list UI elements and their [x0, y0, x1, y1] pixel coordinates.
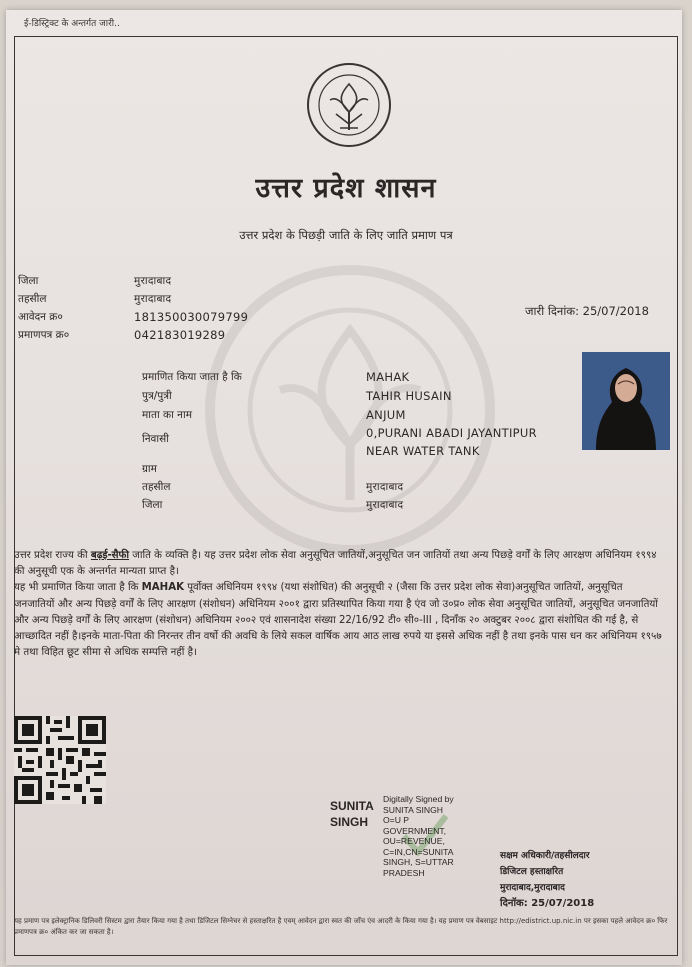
signature-line: SINGH, S=UTTAR	[383, 857, 454, 867]
authority-designation: सक्षम अधिकारी/तहसीलदार	[500, 851, 590, 861]
address-line-2: NEAR WATER TANK	[366, 444, 480, 458]
certificate-no-value: 042183019289	[134, 328, 226, 342]
father-name: TAHIR HUSAIN	[366, 389, 452, 403]
signature-line: Digitally Signed by	[383, 794, 454, 804]
issue-date: जारी दिनांक: 25/07/2018	[525, 304, 649, 318]
application-no-label: आवेदन क्र०	[18, 311, 63, 323]
certificate-no-label: प्रमाणपत्र क्र०	[18, 329, 70, 341]
body-text: यह भी प्रमाणित किया जाता है कि	[14, 582, 142, 594]
body-paragraph-1	[14, 548, 664, 580]
signature-line: PRADESH	[383, 867, 425, 878]
certificate-body	[14, 548, 664, 661]
signer-first-name: SUNITA	[330, 799, 374, 813]
signature-line: C=IN,CN=SUNITA	[383, 846, 454, 857]
body-text: जाति के व्यक्ति है। यह उत्तर प्रदेश लोक सेवा अनुसूचित जातियों,अनुसूचित जन जातियों तथा अन्य पिछड़े वर्गों के लिए आरक्षण अधिनियम १९९४ की अनुसूची एक के अन्तर्गत मान्यता प्राप्त है।	[14, 550, 657, 578]
signer-name	[330, 798, 374, 830]
person-silhouette-icon	[582, 352, 670, 450]
mother-name-label: माता का नाम	[142, 409, 192, 421]
village-label: ग्राम	[142, 463, 157, 475]
body-text: पूर्वोक्त अधिनियम १९९४ (यथा संशोधित) की अनुसूची २ (जैसा कि उत्तर प्रदेश लोक सेवा)अनुसूचित जातियों, अनुसूचित जनजातियों और अन्य पिछड़े वर्गों के लिए आरक्षण (संशोधन) अधिनियम २००१ द्वारा प्रतिस्थापित किया गया है एंव जो उ०प्र० लोक सेवा अनुसूचित जातियों, अनुसूचित जनजातियों और अन्य पिछड़े वर्गों के लिए आरक्षण (संशोधन) अधिनियम २००२ एवं शासनादेश संख्या 22/16/92 टी० सी०-III , दिनाँक २० अक्टुबर २००८ द्वारा संशोधित की गई है, से आच्छादित नहीं है।इनके माता-पिता की निरन्तर तीन वर्षो की अवधि के लिये सकल वार्षिक आय आठ लाख रुपये या इससे अधिक नहीं है तथा इनके पास धन कर अधिनियम १९५७ मे तथा विहित छूट सीमा से अधिक सम्पत्ति नहीं है।	[14, 582, 662, 659]
application-no-value: 181350030079799	[134, 310, 249, 324]
watermark-emblem	[200, 260, 500, 560]
resident-label: निवासी	[142, 433, 169, 445]
digital-signature-block	[383, 794, 493, 878]
signature-line: GOVERNMENT,	[383, 825, 447, 836]
authority-date: दिनॉक: 25/07/2018	[500, 898, 595, 909]
tehsil-label: तहसील	[18, 293, 47, 305]
address-line-1: 0,PURANI ABADI JAYANTIPUR	[366, 426, 537, 440]
issuing-authority	[500, 848, 594, 912]
body-paragraph-2	[14, 580, 664, 661]
tehsil-value-2: मुरादाबाद	[366, 481, 404, 493]
footer-note: यह प्रमाण पत्र इलेक्ट्रानिक डिलिवरी सिस्टम द्वारा तैयार किया गया है तथा डिजिटल सिग्नेचर से हस्ताक्षरित है एवम् आवेदन द्वारा स्वत की जाँच एंव आदरी के किया गया है। यह प्रमाण पत्र वेबसाइट http://edistrict.up.nic.in पर इसका पहले आवेदन क्र० फिर प्रमाणपत्र क्र० अंकित कर जा सकता है।	[14, 917, 668, 936]
signature-line: O=U P	[383, 815, 410, 825]
district-value: मुरादाबाद	[134, 275, 172, 287]
authority-digital-signed: डिजिटल हस्ताक्षरित	[500, 867, 564, 877]
signature-line: OU=REVENUE,	[383, 836, 445, 846]
district-label: जिला	[18, 275, 39, 287]
up-emblem	[306, 62, 392, 148]
mother-name: ANJUM	[366, 408, 406, 422]
body-applicant-name: MAHAK	[141, 582, 184, 594]
son-daughter-of-label: पुत्र/पुत्री	[142, 390, 172, 402]
certified-label: प्रमाणित किया जाता है कि	[142, 371, 242, 383]
body-text: उत्तर प्रदेश राज्य की	[14, 550, 91, 561]
authority-location: मुरादाबाद,मुरादाबाद	[500, 883, 565, 893]
certificate-title: उत्तर प्रदेश के पिछड़ी जाति के लिए जाति प्रमाण पत्र	[239, 228, 453, 242]
district-label-2: जिला	[142, 499, 163, 511]
header-note: ई-डिस्ट्रिक्ट के अन्तर्गत जारी..	[24, 19, 120, 29]
tehsil-label-2: तहसील	[142, 481, 171, 493]
government-title: उत्तर प्रदेश शासन	[255, 173, 437, 204]
caste-name: बढ़ई-सैफी	[90, 550, 130, 561]
district-value-2: मुरादाबाद	[366, 499, 404, 511]
signature-line: SUNITA SINGH	[383, 804, 444, 815]
signer-last-name: SINGH	[330, 815, 369, 829]
tehsil-value: मुरादाबाद	[134, 293, 172, 305]
applicant-photo	[582, 352, 670, 450]
applicant-name: MAHAK	[366, 370, 410, 384]
qr-code	[14, 716, 106, 804]
